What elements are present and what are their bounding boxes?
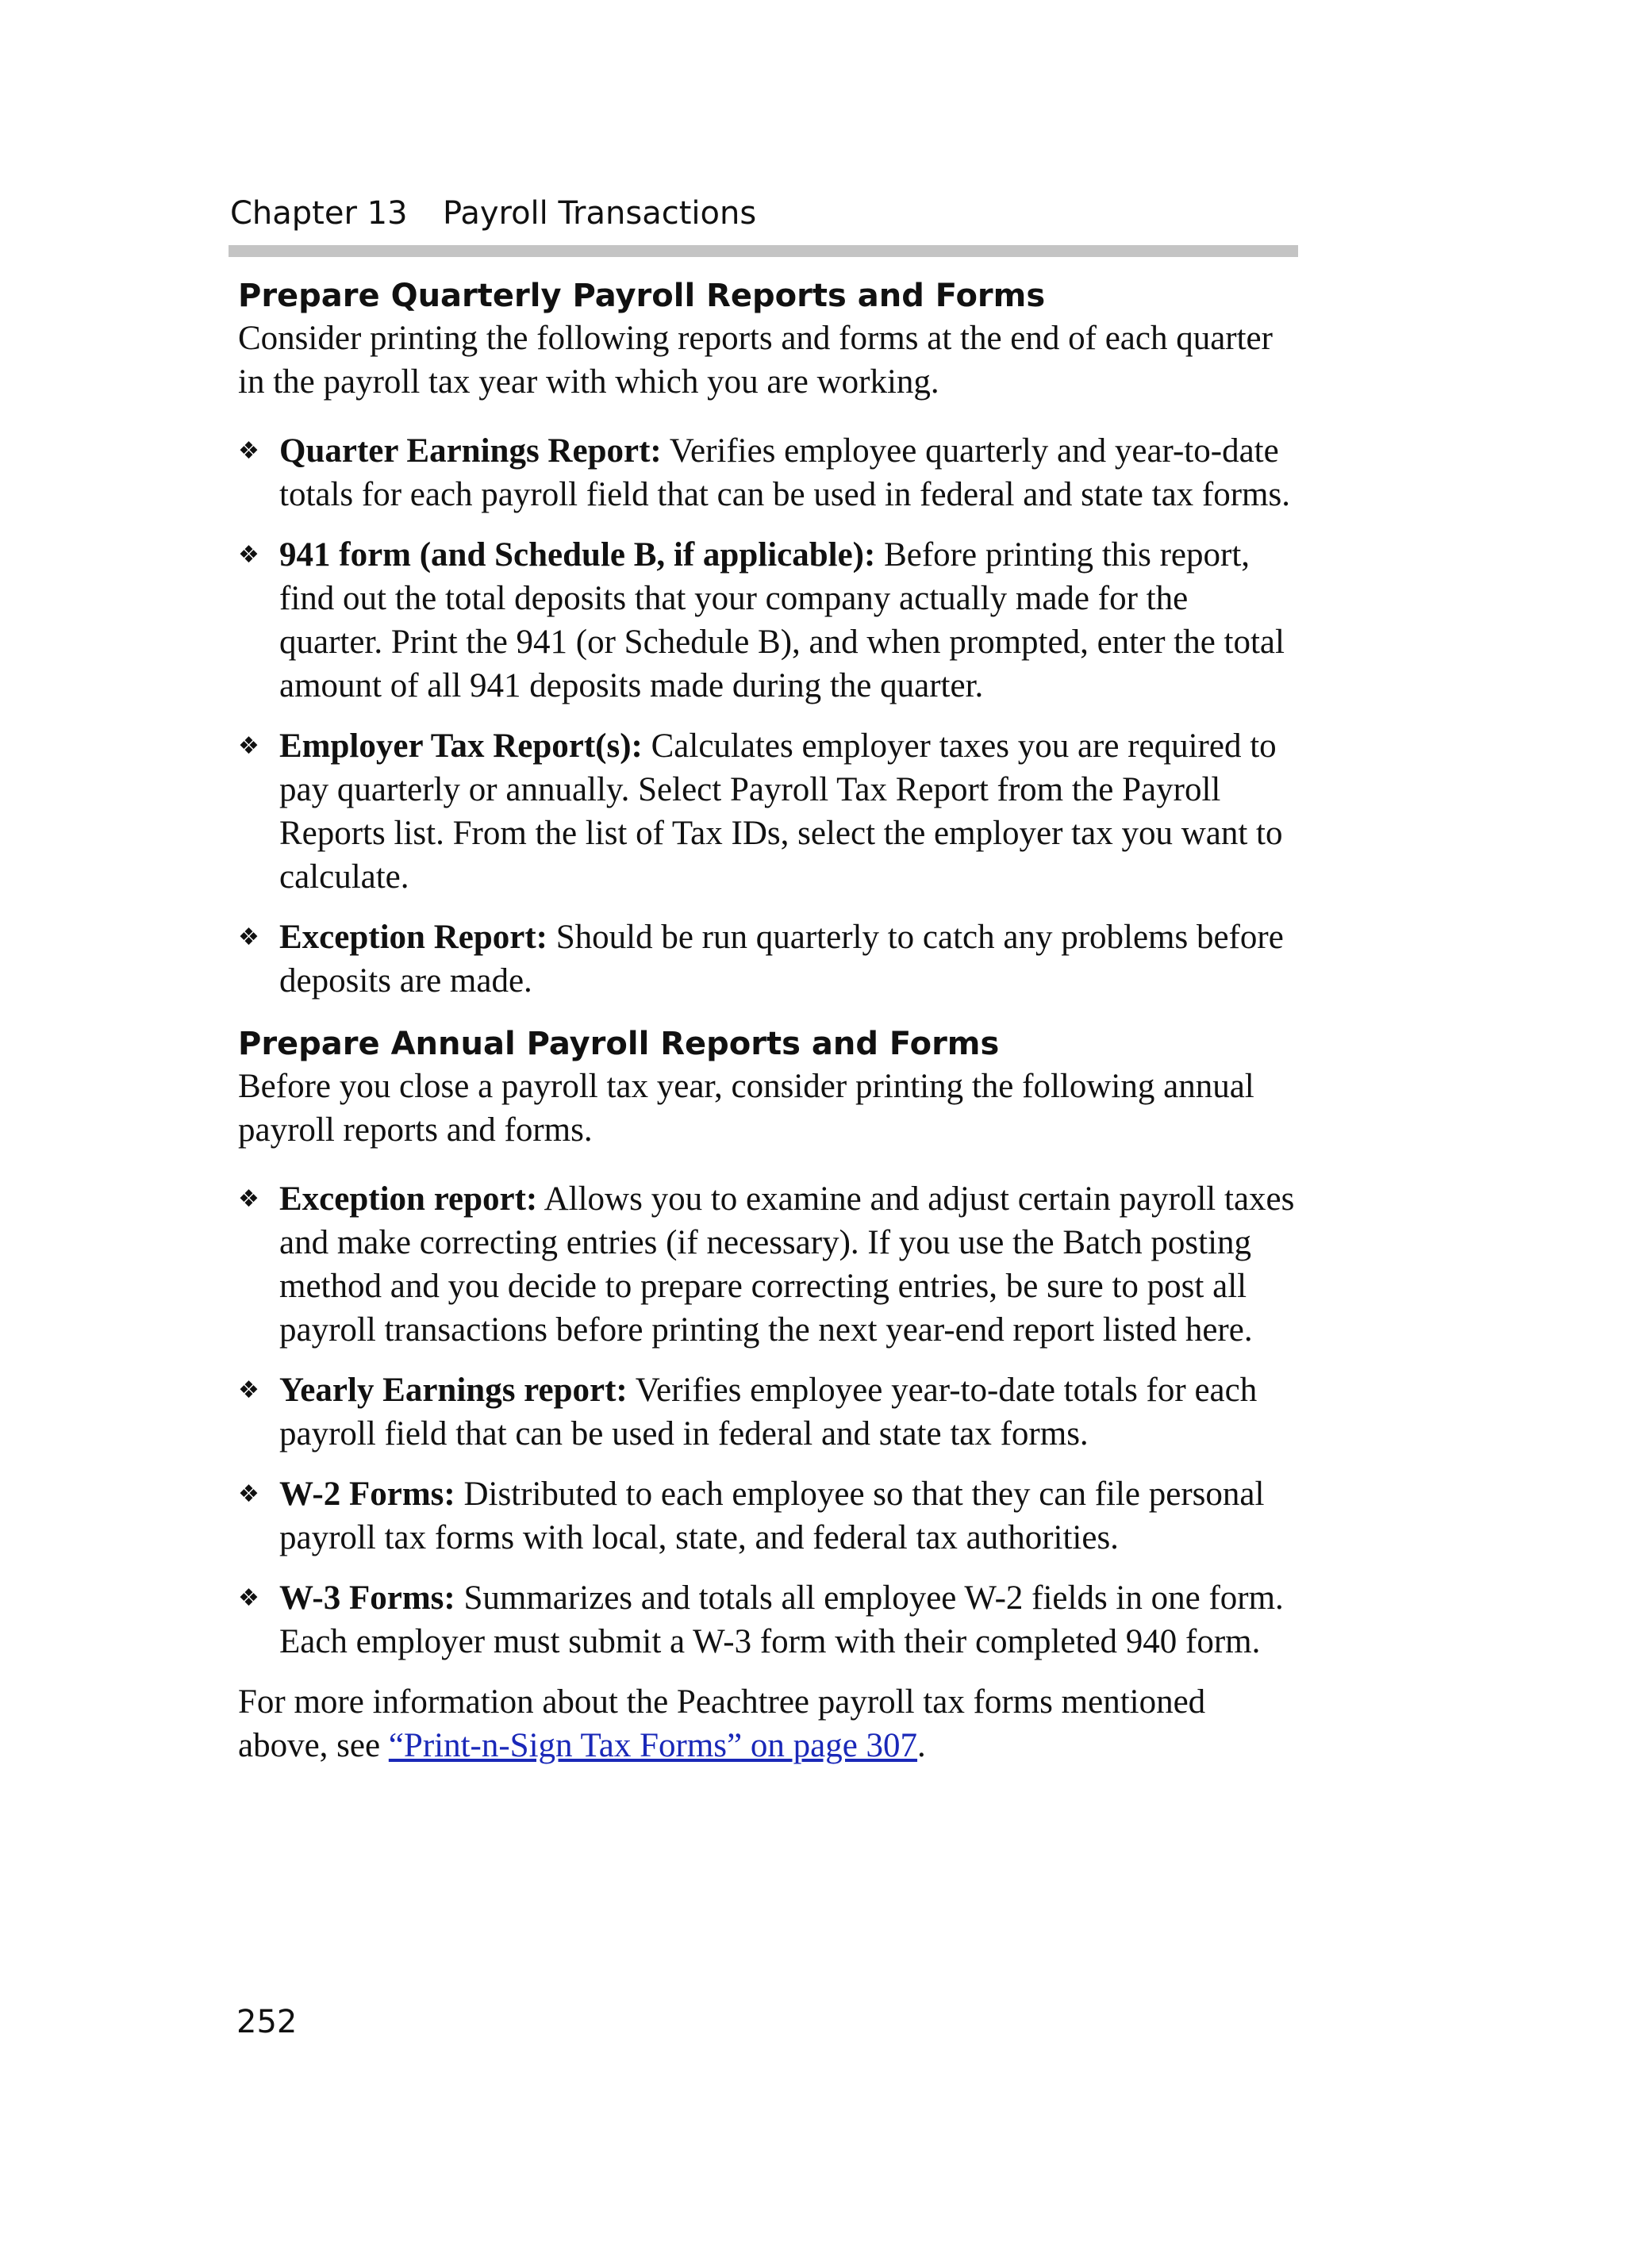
item-term: Exception report: <box>279 1180 538 1218</box>
section-heading-annual: Prepare Annual Payroll Reports and Forms <box>238 1026 1000 1062</box>
diamond-bullet-icon: ❖ <box>238 1584 259 1612</box>
item-text: Verifies employee year-to-date totals for each payroll field that can be used in federal and state tax forms. <box>279 1372 1258 1453</box>
diamond-bullet-icon: ❖ <box>238 541 259 569</box>
closing-text: For more information about the Peachtree payroll tax forms mentioned above, see <box>238 1683 1206 1764</box>
list-item <box>238 533 1298 708</box>
list-item <box>238 1177 1298 1352</box>
list-item <box>238 1472 1298 1560</box>
item-text: Before printing this report, find out the total deposits that your company actually made for the quarter. Print the 941 (or Schedule B), and when prompted, enter the total amount of all 941 deposits made during the quarter. <box>279 536 1285 704</box>
page-content <box>238 275 1298 1767</box>
list-item <box>238 429 1298 516</box>
chapter-label: Chapter 13 <box>230 195 408 232</box>
diamond-bullet-icon: ❖ <box>238 1480 259 1508</box>
quarterly-list <box>238 429 1298 1003</box>
diamond-bullet-icon: ❖ <box>238 923 259 951</box>
page-number: 252 <box>236 2004 298 2040</box>
item-term: Yearly Earnings report: <box>279 1372 628 1409</box>
closing-period: . <box>917 1727 926 1764</box>
section-heading-quarterly: Prepare Quarterly Payroll Reports and Forms <box>238 278 1046 314</box>
item-term: Exception Report: <box>279 919 547 956</box>
diamond-bullet-icon: ❖ <box>238 437 259 465</box>
item-text: Summarizes and totals all employee W-2 fields in one form. Each employer must submit a W-3 form with their completed 940 form. <box>279 1579 1284 1660</box>
item-term: 941 form (and Schedule B, if applicable): <box>279 536 876 574</box>
chapter-title: Payroll Transactions <box>443 195 757 232</box>
item-term: W-2 Forms: <box>279 1476 455 1513</box>
quarterly-intro: Consider printing the following reports and forms at the end of each quarter in the payroll tax year with which you are working. <box>238 320 1273 401</box>
item-text: Should be run quarterly to catch any problems before deposits are made. <box>279 919 1284 1000</box>
list-item <box>238 724 1298 899</box>
diamond-bullet-icon: ❖ <box>238 1185 259 1213</box>
item-term: W-3 Forms: <box>279 1579 455 1617</box>
item-text: Distributed to each employee so that they can file personal payroll tax forms with local, state, and federal tax authorities. <box>279 1476 1265 1556</box>
diamond-bullet-icon: ❖ <box>238 1376 259 1404</box>
closing-paragraph <box>238 1680 1298 1767</box>
header-rule <box>229 245 1298 257</box>
cross-reference-link[interactable]: “Print-n-Sign Tax Forms” on page 307 <box>388 1727 918 1764</box>
annual-intro: Before you close a payroll tax year, consider printing the following annual payroll reports and forms. <box>238 1068 1254 1149</box>
item-text: Verifies employee quarterly and year-to-date totals for each payroll field that can be used in federal and state tax forms. <box>279 432 1290 513</box>
list-item <box>238 1576 1298 1664</box>
item-text: Calculates employer taxes you are required to pay quarterly or annually. Select Payroll Tax Report from the Payroll Reports list. From the list of Tax IDs, select the employer tax you want to calculate. <box>279 727 1283 896</box>
running-head <box>230 195 1298 232</box>
item-term: Employer Tax Report(s): <box>279 727 643 765</box>
diamond-bullet-icon: ❖ <box>238 732 259 760</box>
list-item <box>238 915 1298 1003</box>
annual-list <box>238 1177 1298 1664</box>
list-item <box>238 1368 1298 1456</box>
item-text: Allows you to examine and adjust certain payroll taxes and make correcting entries (if necessary). If you use the Batch posting method and you decide to prepare correcting entries, be sure to post all payroll transactions before printing the next year-end report listed here. <box>279 1180 1295 1349</box>
item-term: Quarter Earnings Report: <box>279 432 662 470</box>
